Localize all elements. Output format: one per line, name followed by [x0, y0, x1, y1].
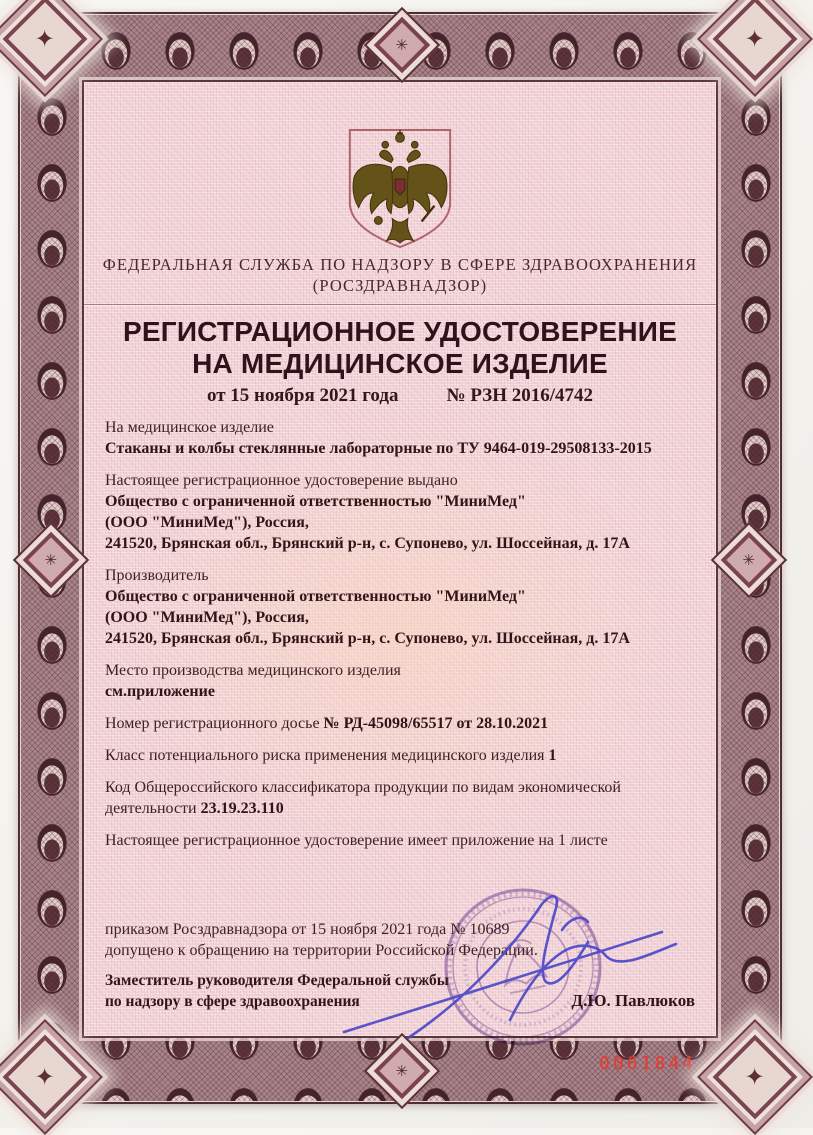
agency-short-name: (РОСЗДРАВНАДЗОР): [312, 276, 488, 295]
order-line2: допущено к обращению на территории Российской Федерации.: [105, 942, 538, 959]
agency-name: ФЕДЕРАЛЬНАЯ СЛУЖБА ПО НАДЗОРУ В СФЕРЕ ЗДРАВООХРАНЕНИЯ: [102, 255, 698, 274]
russia-coat-of-arms-icon: [341, 128, 459, 250]
device-block: [105, 417, 695, 459]
edge-medallion-left: [13, 522, 89, 598]
holder-company-short: (ООО "МиниМед"), Россия,: [105, 514, 309, 531]
manufacturer-label: Производитель: [105, 567, 209, 584]
holder-company: Общество с ограниченной ответственностью "МиниМед": [105, 493, 526, 510]
certificate-field: [82, 80, 718, 1074]
manufacturer-block: [105, 565, 695, 649]
issue-date-and-number: [84, 385, 716, 407]
annex-note: Настоящее регистрационное удостоверение имеет приложение на 1 листе: [105, 832, 608, 849]
risk-class-value: 1: [548, 747, 557, 764]
manufacturer-company: Общество с ограниченной ответственностью "МиниМед": [105, 588, 526, 605]
signatory-position-line2: по надзору в сфере здравоохранения: [105, 993, 360, 1010]
guilloche-border-frame: [18, 12, 782, 1104]
holder-label: Настоящее регистрационное удостоверение выдано: [105, 472, 458, 489]
device-name: Стаканы и колбы стеклянные лабораторные по ТУ 9464-019-29508133-2015: [105, 440, 652, 457]
okpd-block: [105, 777, 695, 819]
header-divider: [84, 304, 716, 305]
production-place-value: см.приложение: [105, 683, 215, 700]
document-title-line1: РЕГИСТРАЦИОННОЕ УДОСТОВЕРЕНИЕ: [123, 316, 677, 347]
okpd-code: 23.19.23.110: [200, 800, 284, 817]
device-label: На медицинское изделие: [105, 419, 274, 436]
manufacturer-address: 241520, Брянская обл., Брянский р-н, с. Супонево, ул. Шоссейная, д. 17А: [105, 630, 630, 647]
risk-class-block: [105, 745, 695, 766]
serial-number: 0061844: [599, 1053, 696, 1074]
holder-block: [105, 470, 695, 554]
signatory-name: Д.Ю. Павлюков: [571, 991, 695, 1010]
risk-class-label: Класс потенциального риска применения медицинского изделия: [105, 747, 549, 764]
okpd-label: Код Общероссийского классификатора продукции по видам экономической деятельности: [105, 779, 621, 817]
manufacturer-company-short: (ООО "МиниМед"), Россия,: [105, 609, 309, 626]
signatory-position-line1: Заместитель руководителя Федеральной службы: [105, 972, 449, 989]
edge-medallion-top: [364, 7, 440, 83]
registration-number: № РЗН 2016/4742: [446, 385, 594, 406]
dossier-block: [105, 713, 695, 734]
holder-address: 241520, Брянская обл., Брянский р-н, с. Супонево, ул. Шоссейная, д. 17А: [105, 535, 630, 552]
issue-date: от 15 ноября 2021 года: [206, 385, 399, 406]
production-place-block: [105, 660, 695, 702]
edge-medallion-right: [711, 522, 787, 598]
document-title-line2: НА МЕДИЦИНСКОЕ ИЗДЕЛИЕ: [192, 348, 608, 379]
dossier-number: № РД-45098/65517 от 28.10.2021: [323, 715, 549, 732]
order-line1: приказом Росздравнадзора от 15 ноября 2021 года № 10689: [105, 921, 510, 938]
signature-ink: [330, 870, 690, 1050]
production-place-label: Место производства медицинского изделия: [105, 662, 401, 679]
dossier-label: Номер регистрационного досье: [105, 715, 324, 732]
